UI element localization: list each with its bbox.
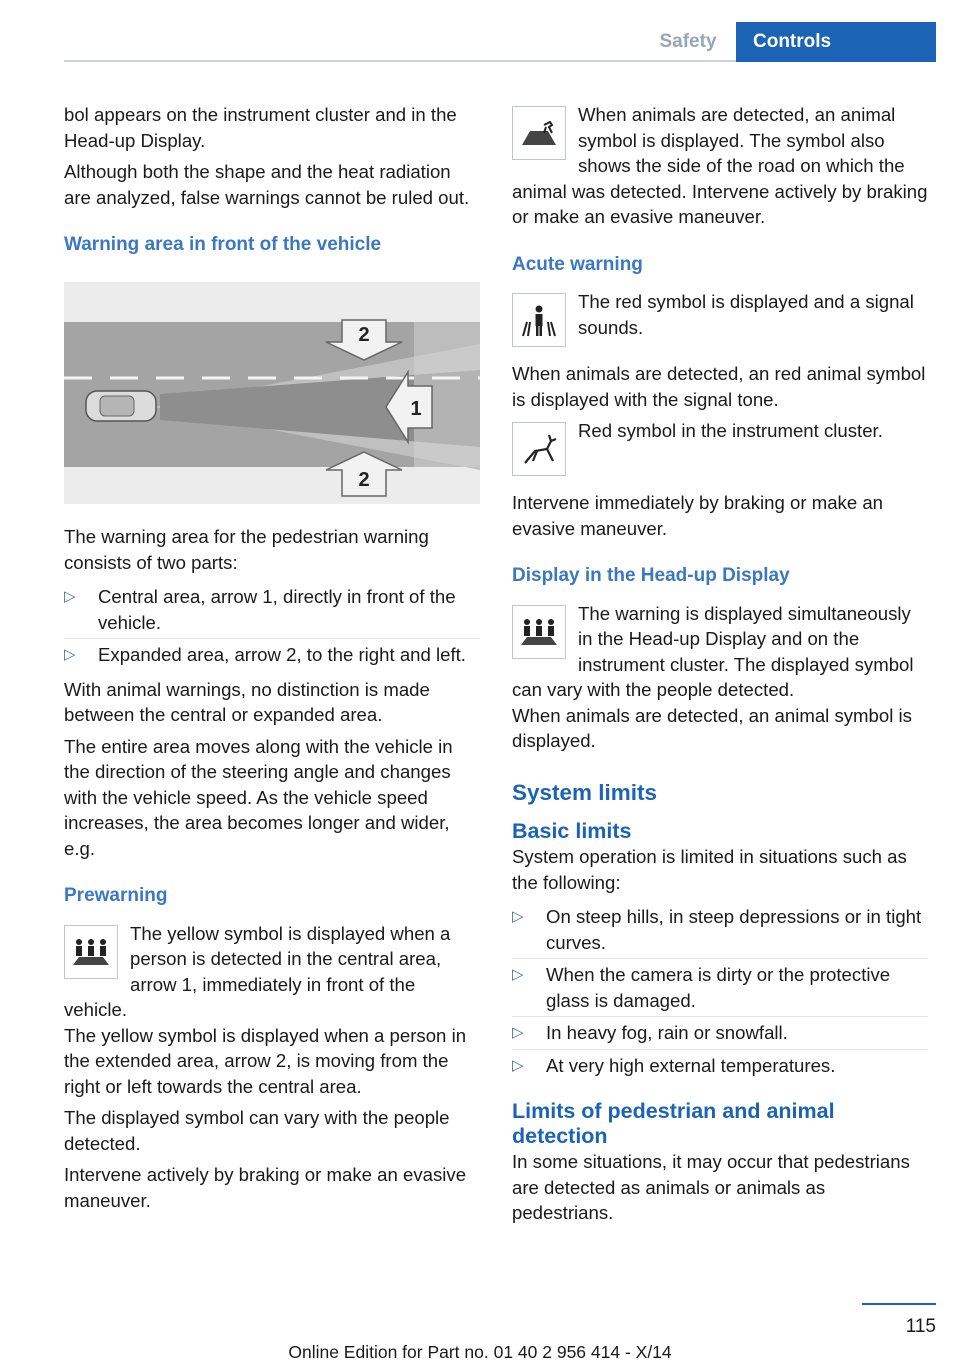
left-column (64, 102, 480, 1219)
pedestrian-red-warning-icon (512, 293, 566, 347)
paragraph: Red symbol in the instrument cluster. (578, 420, 883, 441)
list-item: ▷ In heavy fog, rain or snowfall. (512, 1017, 928, 1050)
paragraph: In some situations, it may occur that pedestrians are detected as animals or animals as pedestrians. (512, 1151, 910, 1223)
tab-safety[interactable]: Safety (659, 31, 717, 52)
triangle-bullet-icon: ▷ (512, 966, 524, 983)
warning-area-diagram (64, 282, 480, 504)
paragraph: The yellow symbol is displayed when a person in the extended area, arrow 2, is moving from the right or left towards the central area. (64, 1024, 467, 1097)
list-item: ▷ When the camera is dirty or the protective glass is damaged. (512, 959, 928, 1017)
paragraph: The displayed symbol can vary with the people detected. (64, 1107, 450, 1154)
deer-warning-icon (512, 422, 566, 476)
bullet-list (512, 901, 928, 1081)
paragraph: Intervene actively by braking or make an evasive maneuver. (64, 1164, 467, 1211)
paragraph: Although both the shape and the heat radiation are analyzed, false warnings cannot be ruled out. (64, 161, 470, 208)
paragraph: With animal warnings, no distinction is made between the central or expanded area. (64, 678, 430, 725)
triangle-bullet-icon: ▷ (512, 908, 524, 925)
triangle-bullet-icon: ▷ (64, 588, 76, 605)
pedestrians-warning-icon (64, 925, 118, 979)
list-item: ▷ At very high external temperatures. (512, 1050, 928, 1082)
list-item: ▷ Central area, arrow 1, directly in front of the vehicle. (64, 581, 480, 639)
paragraph: The yellow symbol is displayed when a person is detected in the central area, arrow 1, immediately in front of the vehicle. (64, 922, 451, 1020)
tab-controls[interactable]: Controls (736, 22, 936, 62)
footer-edition: Online Edition for Part no. 01 40 2 956 414 - X/14 (288, 1342, 672, 1362)
heading-warning-area: Warning area in front of the vehicle (64, 234, 382, 255)
heading-head-up-display: Display in the Head-up Display (512, 565, 790, 586)
paragraph: The warning is displayed simultaneously in the Head-up Display and on the instrument cluster. The displayed symbol can vary with the people detected. (512, 602, 914, 700)
animal-road-icon (512, 106, 566, 160)
paragraph: When animals are detected, an animal symbol is displayed. The symbol also shows the side of the road on which the animal was detected. Intervene actively by braking or make an evasive maneuver. (512, 104, 928, 227)
right-column (512, 102, 928, 1232)
paragraph: The red symbol is displayed and a signal sounds. (578, 291, 914, 338)
page-number: 115 (905, 1316, 936, 1337)
triangle-bullet-icon: ▷ (64, 646, 76, 663)
bullet-list (64, 581, 480, 671)
paragraph: bol appears on the instrument cluster and in the Head-up Display. (64, 104, 457, 151)
list-item: ▷ Expanded area, arrow 2, to the right and left. (64, 639, 480, 671)
pedestrians-hud-icon (512, 605, 566, 659)
paragraph: When animals are detected, an red animal symbol is displayed with the signal tone. (512, 363, 926, 410)
heading-system-limits: System limits (512, 779, 658, 805)
heading-limits-detection: Limits of pedestrian and animal detection (512, 1099, 835, 1148)
label-arrow-1: 1 (410, 397, 422, 420)
triangle-bullet-icon: ▷ (512, 1024, 524, 1041)
triangle-bullet-icon: ▷ (512, 1056, 524, 1074)
heading-acute-warning: Acute warning (512, 253, 643, 275)
car-icon (86, 391, 156, 421)
label-arrow-2-bottom: 2 (358, 468, 370, 491)
heading-prewarning: Prewarning (64, 885, 168, 906)
label-arrow-2-top: 2 (358, 323, 370, 346)
paragraph: Intervene immediately by braking or make an evasive maneuver. (512, 492, 884, 539)
heading-basic-limits: Basic limits (512, 819, 632, 843)
paragraph: The warning area for the pedestrian warning consists of two parts: (64, 526, 429, 573)
list-item: ▷ On steep hills, in steep depressions or in tight curves. (512, 901, 928, 959)
paragraph: When animals are detected, an animal symbol is displayed. (512, 704, 912, 751)
paragraph: The entire area moves along with the vehicle in the direction of the steering angle and changes with the vehicle speed. As the vehicle speed increases, the area becomes longer and wider, e.g. (64, 735, 453, 859)
paragraph: System operation is limited in situations such as the following: (512, 846, 907, 893)
footer-rule (862, 1303, 936, 1305)
